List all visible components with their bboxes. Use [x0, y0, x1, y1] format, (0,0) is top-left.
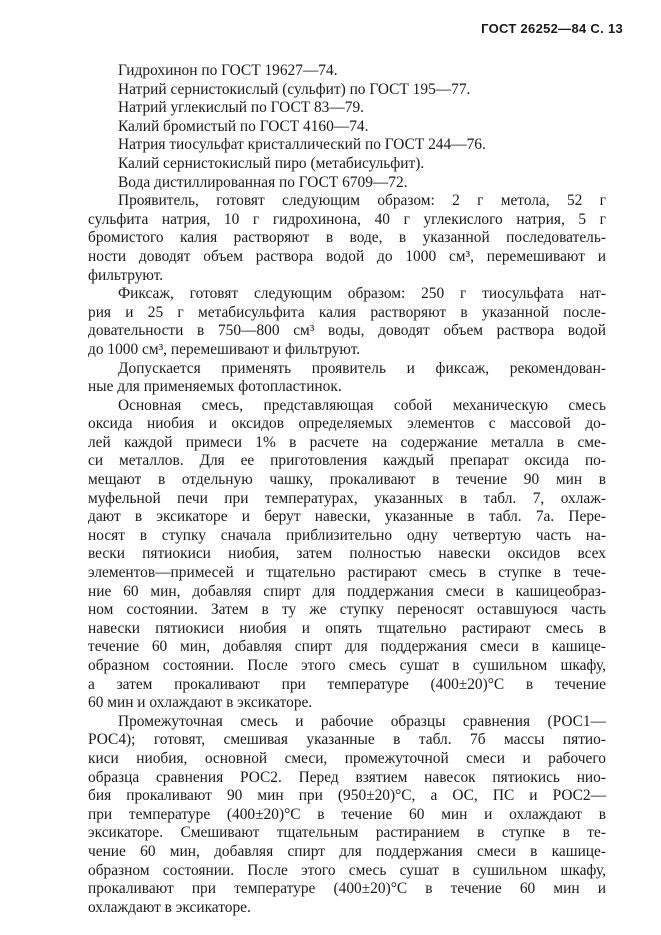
- text-line: бромистого калия растворяют в воде, в указанной последователь-: [88, 229, 606, 247]
- text-line: лей каждой примеси 1% в расчете на содержание металла в сме-: [88, 433, 606, 451]
- text-line: Натрий сернистокислый (сульфит) по ГОСТ 195—77.: [118, 80, 471, 98]
- text-line: Калий сернистокислый пиро (метабисульфит).: [118, 154, 425, 172]
- text-line: Проявитель, готовят следующим образом: 2 г метола, 52 г: [118, 192, 606, 210]
- text-line: си металлов. Для ее приготовления каждый препарат оксида по-: [88, 452, 606, 470]
- text-line: Гидрохинон по ГОСТ 19627—74.: [118, 62, 338, 79]
- text-line: образца сравнения РОС2. Перед взятием навесок пятиокись нио-: [88, 768, 606, 786]
- text-line: муфельной печи при температурах, указанных в табл. 7, охлаж-: [88, 489, 606, 507]
- text-line: а затем прокаливают при температуре (400±20)°С в течение: [88, 675, 606, 693]
- text-line: Калий бромистый по ГОСТ 4160—74.: [118, 117, 369, 135]
- text-line: прокаливают при температуре (400±20)°С в течение 60 мин и: [88, 880, 606, 898]
- text-line: ном состоянии. Затем в ту же ступку переносят оставшуюся часть: [88, 601, 606, 619]
- body-text: [88, 62, 606, 917]
- text-line: чение 60 мин, добавляя спирт для поддержания смеси в кашице-: [88, 842, 606, 860]
- text-line: сульфита натрия, 10 г гидрохинона, 40 г углекислого натрия, 5 г: [88, 210, 606, 228]
- text-line: навески пятиокиси ниобия и опять тщательно растирают смесь в: [88, 619, 606, 637]
- text-line: Фиксаж, готовят следующим образом: 250 г тиосульфата нат-: [118, 285, 606, 303]
- text-line: 60 мин и охлаждают в эксикаторе.: [88, 694, 313, 712]
- text-line: оксида ниобия и оксидов определяемых элементов с массовой до-: [88, 415, 606, 433]
- text-line: Натрий углекислый по ГОСТ 83—79.: [118, 99, 364, 117]
- text-line: до 1000 см³, перемешивают и фильтруют.: [88, 340, 361, 358]
- text-line: рия и 25 г метабисульфита калия растворяют в указанной после-: [88, 303, 606, 321]
- text-line: охлаждают в эксикаторе.: [88, 898, 251, 916]
- page-header: ГОСТ 26252—84 С. 13: [481, 21, 623, 36]
- text-line: Основная смесь, представляющая собой механическую смесь: [118, 396, 606, 414]
- text-line: течение 60 мин, добавляя спирт для поддержания смеси в кашице-: [88, 638, 606, 656]
- text-line: бия прокаливают 90 мин при (950±20)°С, а ОС, ПС и РОС2—: [88, 787, 606, 805]
- text-line: ности доводят объем раствора водой до 1000 см³, перемешивают и: [88, 247, 606, 265]
- text-line: элементов—примесей и тщательно растирают смесь в ступке в тече-: [88, 564, 606, 582]
- text-line: образном состоянии. После этого смесь сушат в сушильном шкафу,: [88, 861, 606, 879]
- text-line: вески пятиокиси ниобия, затем полностью навески оксидов всех: [88, 545, 606, 563]
- text-line: киси ниобия, основной смеси, промежуточной смеси и рабочего: [88, 749, 606, 767]
- text-line: фильтруют.: [88, 266, 164, 284]
- text-line: дают в эксикаторе и берут навески, указанные в табл. 7а. Пере-: [88, 508, 606, 526]
- text-line: довательности в 750—800 см³ воды, доводят объем раствора водой: [88, 322, 606, 340]
- text-line: эксикаторе. Смешивают тщательным растиранием в ступке в те-: [88, 824, 606, 842]
- text-line: при температуре (400±20)°С в течение 60 мин и охлаждают в: [88, 805, 606, 823]
- text-line: Натрия тиосульфат кристаллический по ГОСТ 244—76.: [118, 136, 486, 154]
- text-line: мещают в отдельную чашку, прокаливают в течение 90 мин в: [88, 471, 606, 489]
- text-line: ние 60 мин, добавляя спирт для поддержания смеси в кашицеобраз-: [88, 582, 606, 600]
- text-line: Промежуточная смесь и рабочие образцы сравнения (РОС1—: [118, 712, 606, 730]
- text-line: образном состоянии. После этого смесь сушат в сушильном шкафу,: [88, 657, 606, 674]
- text-line: носят в ступку сначала приблизительно одну четвертую часть на-: [88, 526, 606, 544]
- text-line: ные для применяемых фотопластинок.: [88, 378, 342, 396]
- text-line: Вода дистиллированная по ГОСТ 6709—72.: [118, 173, 408, 191]
- text-line: Допускается применять проявитель и фиксаж, рекомендован-: [118, 359, 606, 377]
- text-line: РОС4); готовят, смешивая указанные в табл. 7б массы пятио-: [88, 731, 606, 749]
